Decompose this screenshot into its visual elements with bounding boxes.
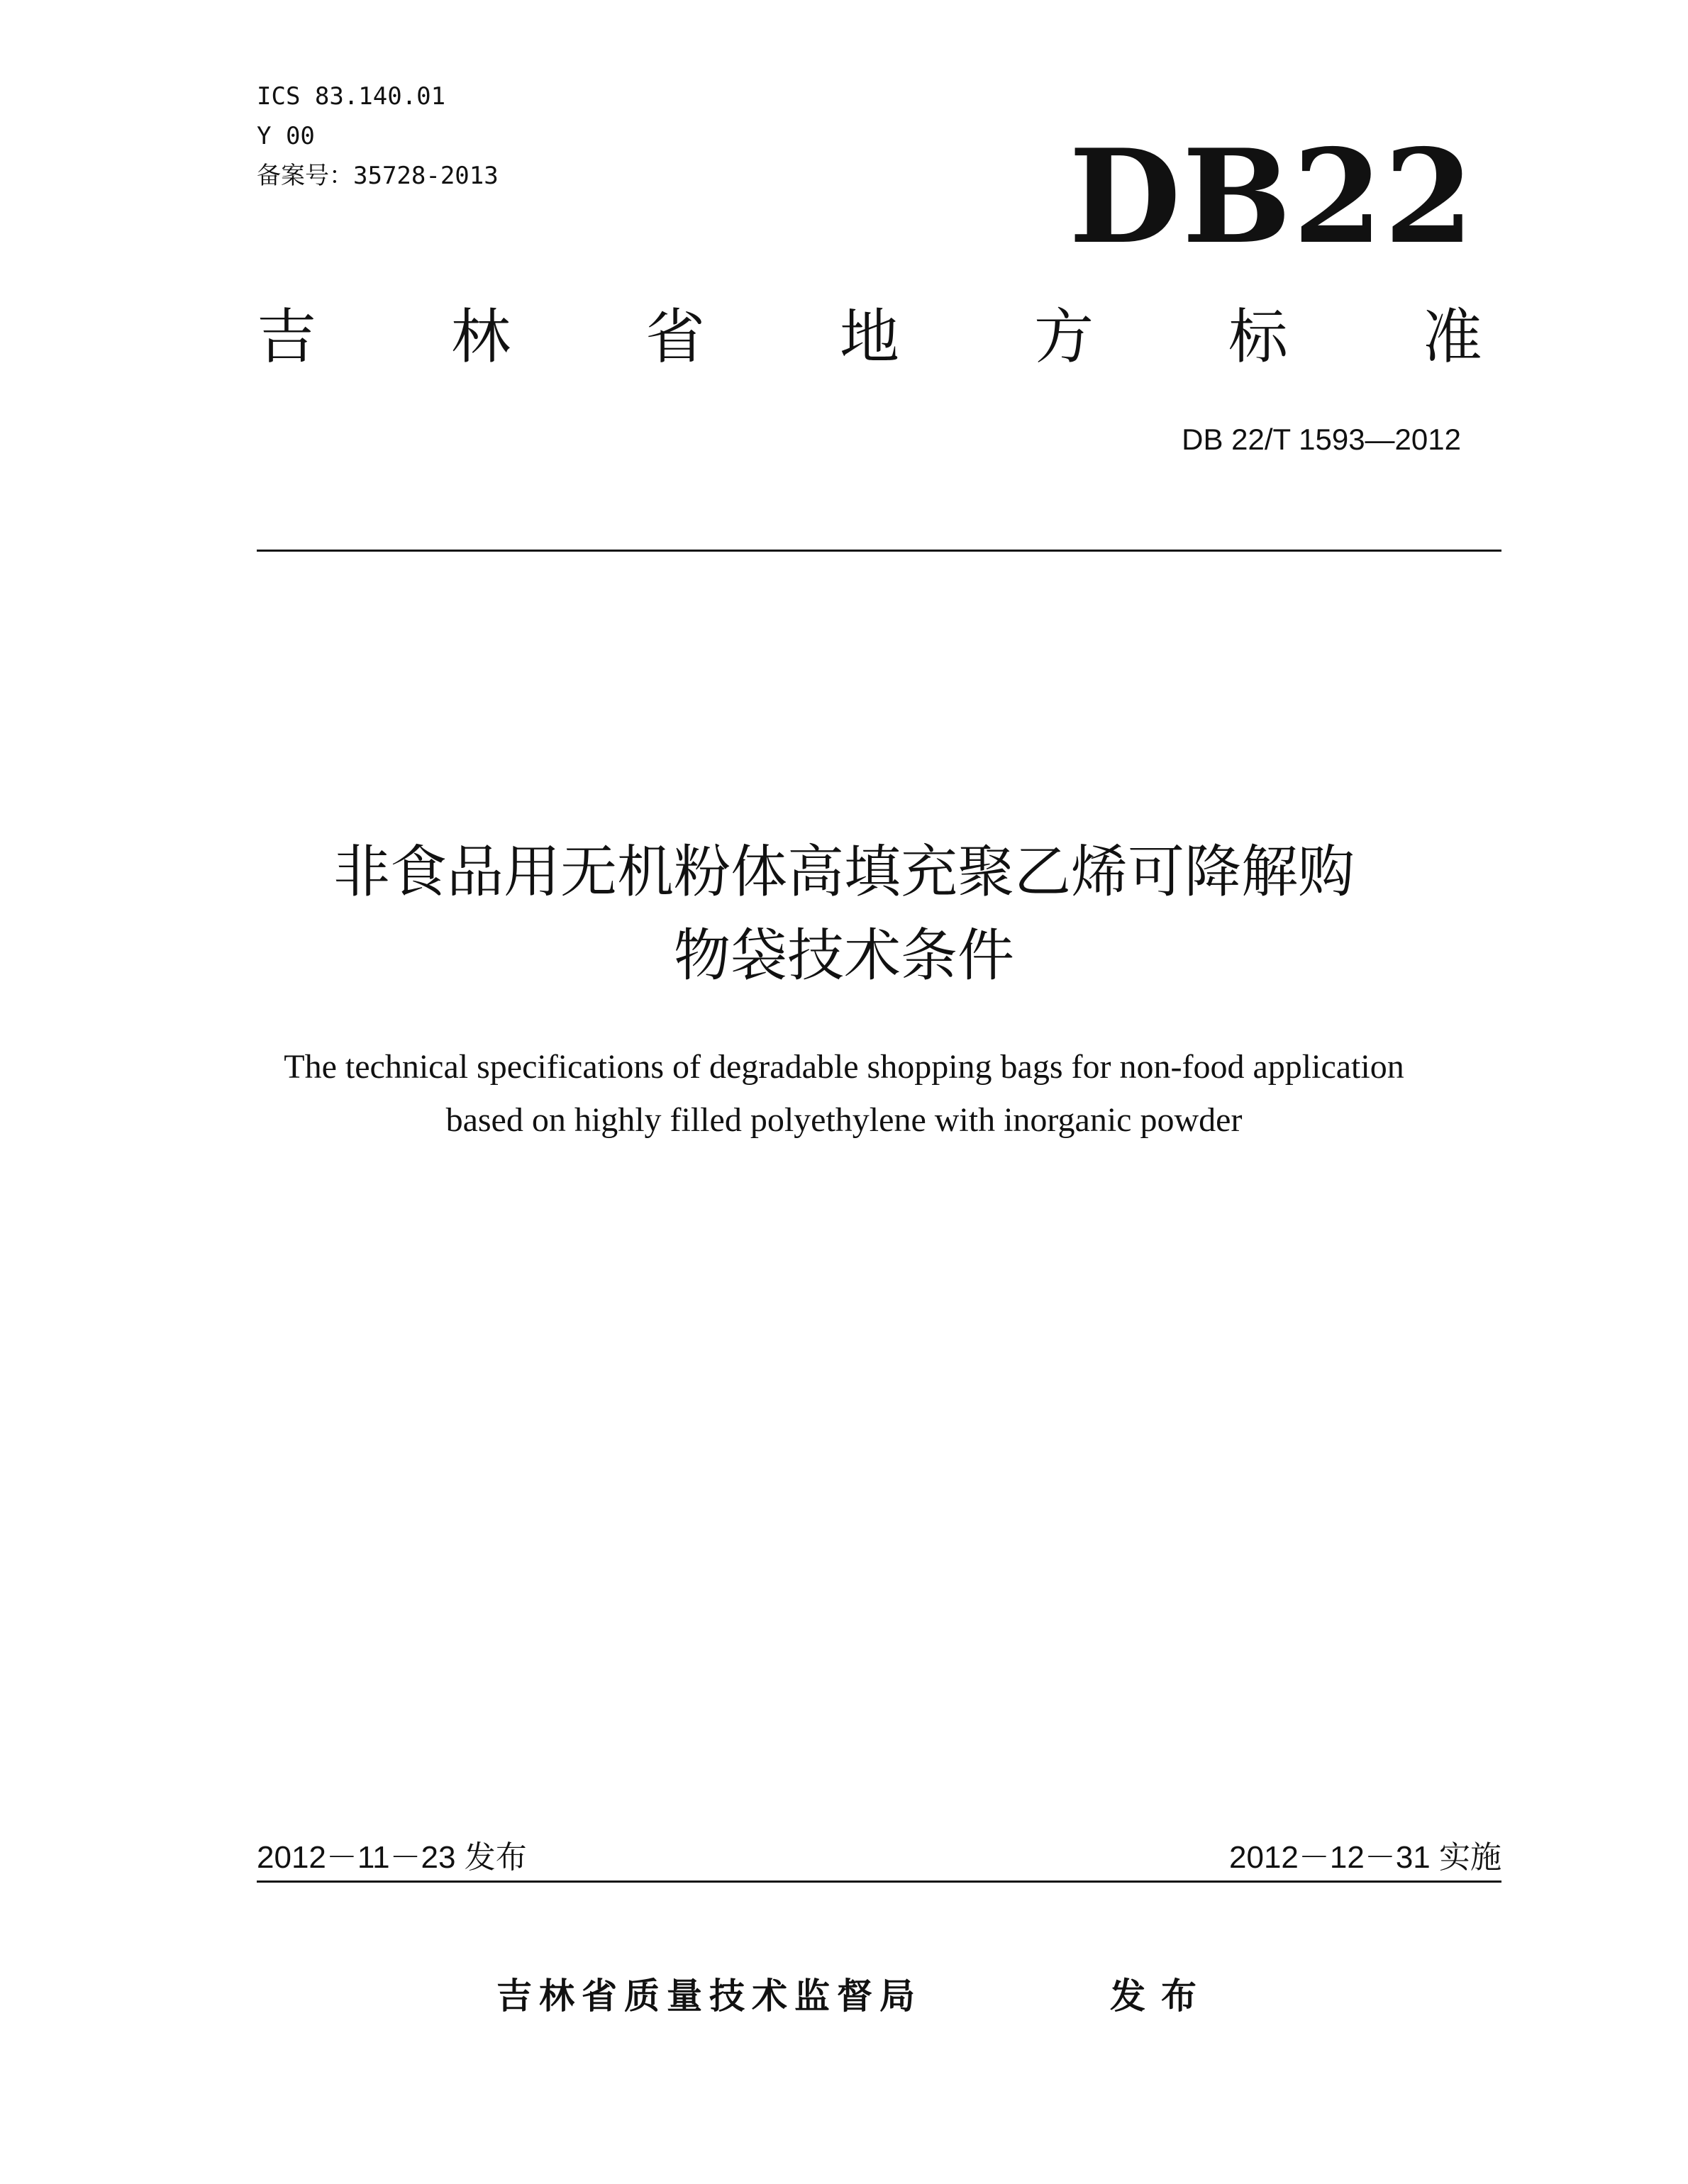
standard-type-char: 地 [839, 302, 899, 372]
ccs-code: Y 00 [257, 122, 315, 150]
effective-date: 2012－12－31 实施 [1229, 1840, 1501, 1875]
issuer-name: 吉林省质量技术监督局 [496, 1976, 922, 2017]
title-zh-line-2: 物袋技术条件 [674, 923, 1014, 988]
standard-type-char: 省 [645, 302, 705, 372]
standard-type-char: 标 [1228, 302, 1288, 372]
issuer-action: 发布 [1110, 1976, 1212, 2017]
footer-divider [257, 1881, 1501, 1883]
title-en-line-1: The technical specifications of degradable shopping bags for non-food application [284, 1048, 1404, 1086]
title-zh-line-1: 非食品用无机粉体高填充聚乙烯可降解购 [333, 839, 1355, 905]
standard-type-char: 方 [1033, 302, 1094, 372]
standard-type-char: 吉 [257, 302, 317, 372]
ics-code: ICS 83.140.01 [257, 82, 446, 111]
standard-mark: DB22 [1069, 121, 1475, 272]
title-en-line-2: based on highly filled polyethylene with inorganic powder [445, 1101, 1243, 1139]
filing-number: 备案号：35728-2013 [257, 162, 499, 190]
standard-type [257, 298, 1482, 376]
header-divider [257, 550, 1501, 552]
standard-type-char: 林 [450, 302, 511, 372]
standard-number: DB 22/T 1593—2012 [1182, 423, 1461, 456]
publish-date: 2012－11－23 发布 [257, 1840, 527, 1875]
standard-type-char: 准 [1422, 302, 1482, 372]
